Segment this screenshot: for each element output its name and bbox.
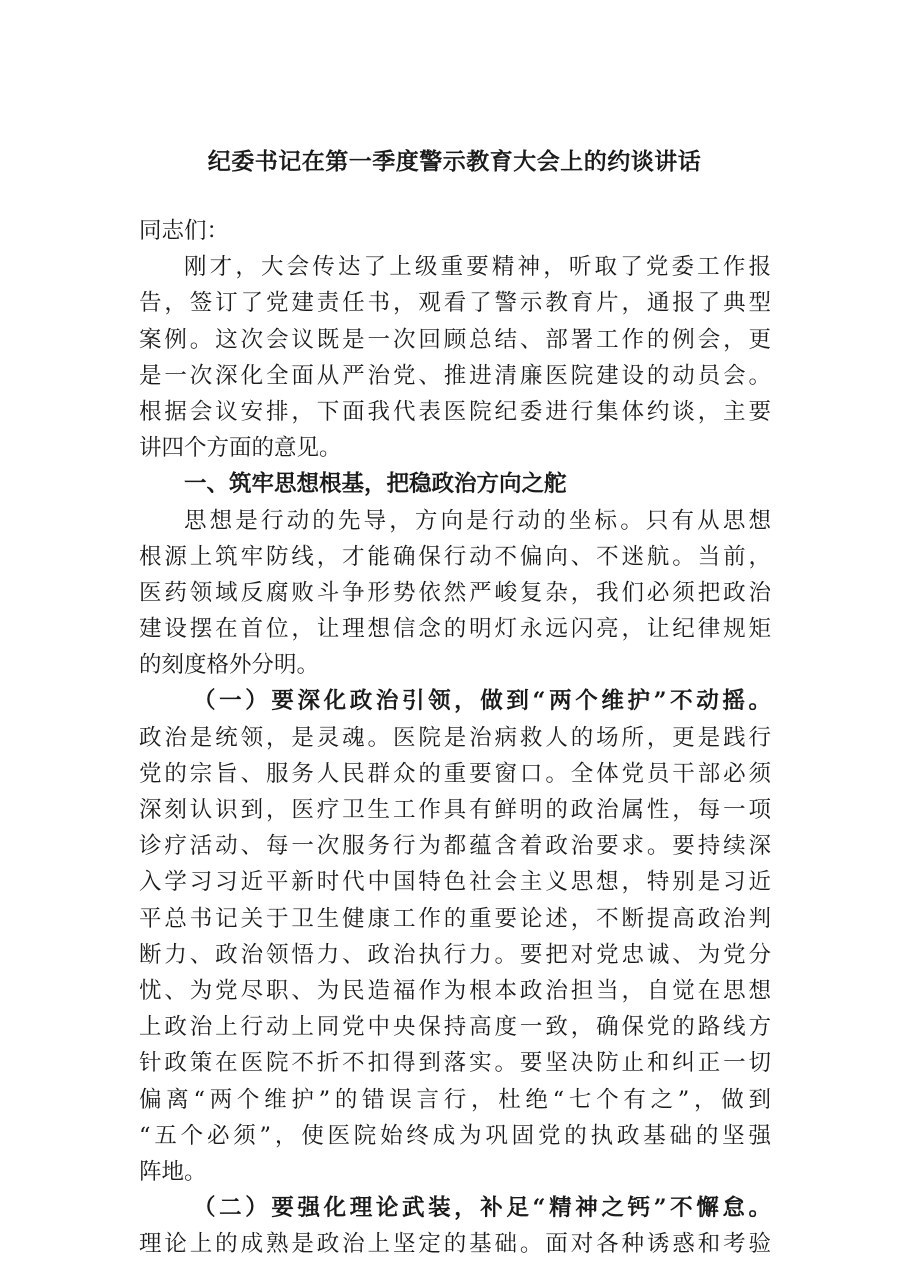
document-body xyxy=(139,213,771,1262)
paragraph-line: 根源上筑牢防线，才能确保行动不偏向、不迷航。当前， xyxy=(139,543,771,570)
paragraph-line: 断力、政治领悟力、政治执行力。要把对党忠诚、为党分 xyxy=(139,941,771,968)
paragraph-line: 诊疗活动、每一次服务行为都蕴含着政治要求。要持续深 xyxy=(139,833,771,860)
paragraph-line: 根据会议安排，下面我代表医院纪委进行集体约谈，主要 xyxy=(139,398,771,425)
subsection-heading: （一）要深化政治引领，做到“两个维护”不动摇。 xyxy=(193,688,771,715)
paragraph-line: 针政策在医院不折不扣得到落实。要坚决防止和纠正一切 xyxy=(139,1050,771,1077)
paragraph-line: 偏离“两个维护”的错误言行，杜绝“七个有之”，做到 xyxy=(139,1086,771,1113)
subsection-heading: （二）要强化理论武装，补足“精神之钙”不懈怠。 xyxy=(193,1195,771,1222)
paragraph-line: 医药领域反腐败斗争形势依然严峻复杂，我们必须把政治 xyxy=(139,579,771,606)
paragraph-line: 理论上的成熟是政治上坚定的基础。面对各种诱惑和考验 xyxy=(139,1231,771,1258)
paragraph-line: 案例。这次会议既是一次回顾总结、部署工作的例会，更 xyxy=(139,326,771,353)
section-heading: 一、筑牢思想根基，把稳政治方向之舵 xyxy=(184,471,567,498)
paragraph-line: “五个必须”，使医院始终成为巩固党的执政基础的坚强 xyxy=(139,1122,771,1149)
paragraph-line: 建设摆在首位，让理想信念的明灯永远闪亮，让纪律规矩 xyxy=(139,616,771,643)
paragraph-line: 上政治上行动上同党中央保持高度一致，确保党的路线方 xyxy=(139,1014,771,1041)
paragraph-line: 告，签订了党建责任书，观看了警示教育片，通报了典型 xyxy=(139,290,771,317)
paragraph-line: 深刻认识到，医疗卫生工作具有鲜明的政治属性，每一项 xyxy=(139,797,771,823)
paragraph-line: 党的宗旨、服务人民群众的重要窗口。全体党员干部必须 xyxy=(139,760,771,787)
paragraph-line: 阵地。 xyxy=(139,1158,207,1185)
paragraph-line: 是一次深化全面从严治党、推进清廉医院建设的动员会。 xyxy=(139,362,771,389)
paragraph-line: 思想是行动的先导，方向是行动的坐标。只有从思想 xyxy=(184,507,771,534)
document-title: 纪委书记在第一季度警示教育大会上的约谈讲话 xyxy=(207,148,702,175)
paragraph-line: 的刻度格外分明。 xyxy=(139,652,320,679)
paragraph-line: 忧、为党尽职、为民造福作为根本政治担当，自觉在思想 xyxy=(139,977,771,1004)
paragraph-line: 入学习习近平新时代中国特色社会主义思想，特别是习近 xyxy=(139,869,771,896)
paragraph-line: 政治是统领，是灵魂。医院是治病救人的场所，更是践行 xyxy=(139,724,771,751)
paragraph-line: 讲四个方面的意见。 xyxy=(139,435,342,462)
paragraph-line: 刚才，大会传达了上级重要精神，听取了党委工作报 xyxy=(184,254,771,281)
paragraph-line: 平总书记关于卫生健康工作的重要论述，不断提高政治判 xyxy=(139,905,771,932)
salutation: 同志们： xyxy=(139,218,230,244)
